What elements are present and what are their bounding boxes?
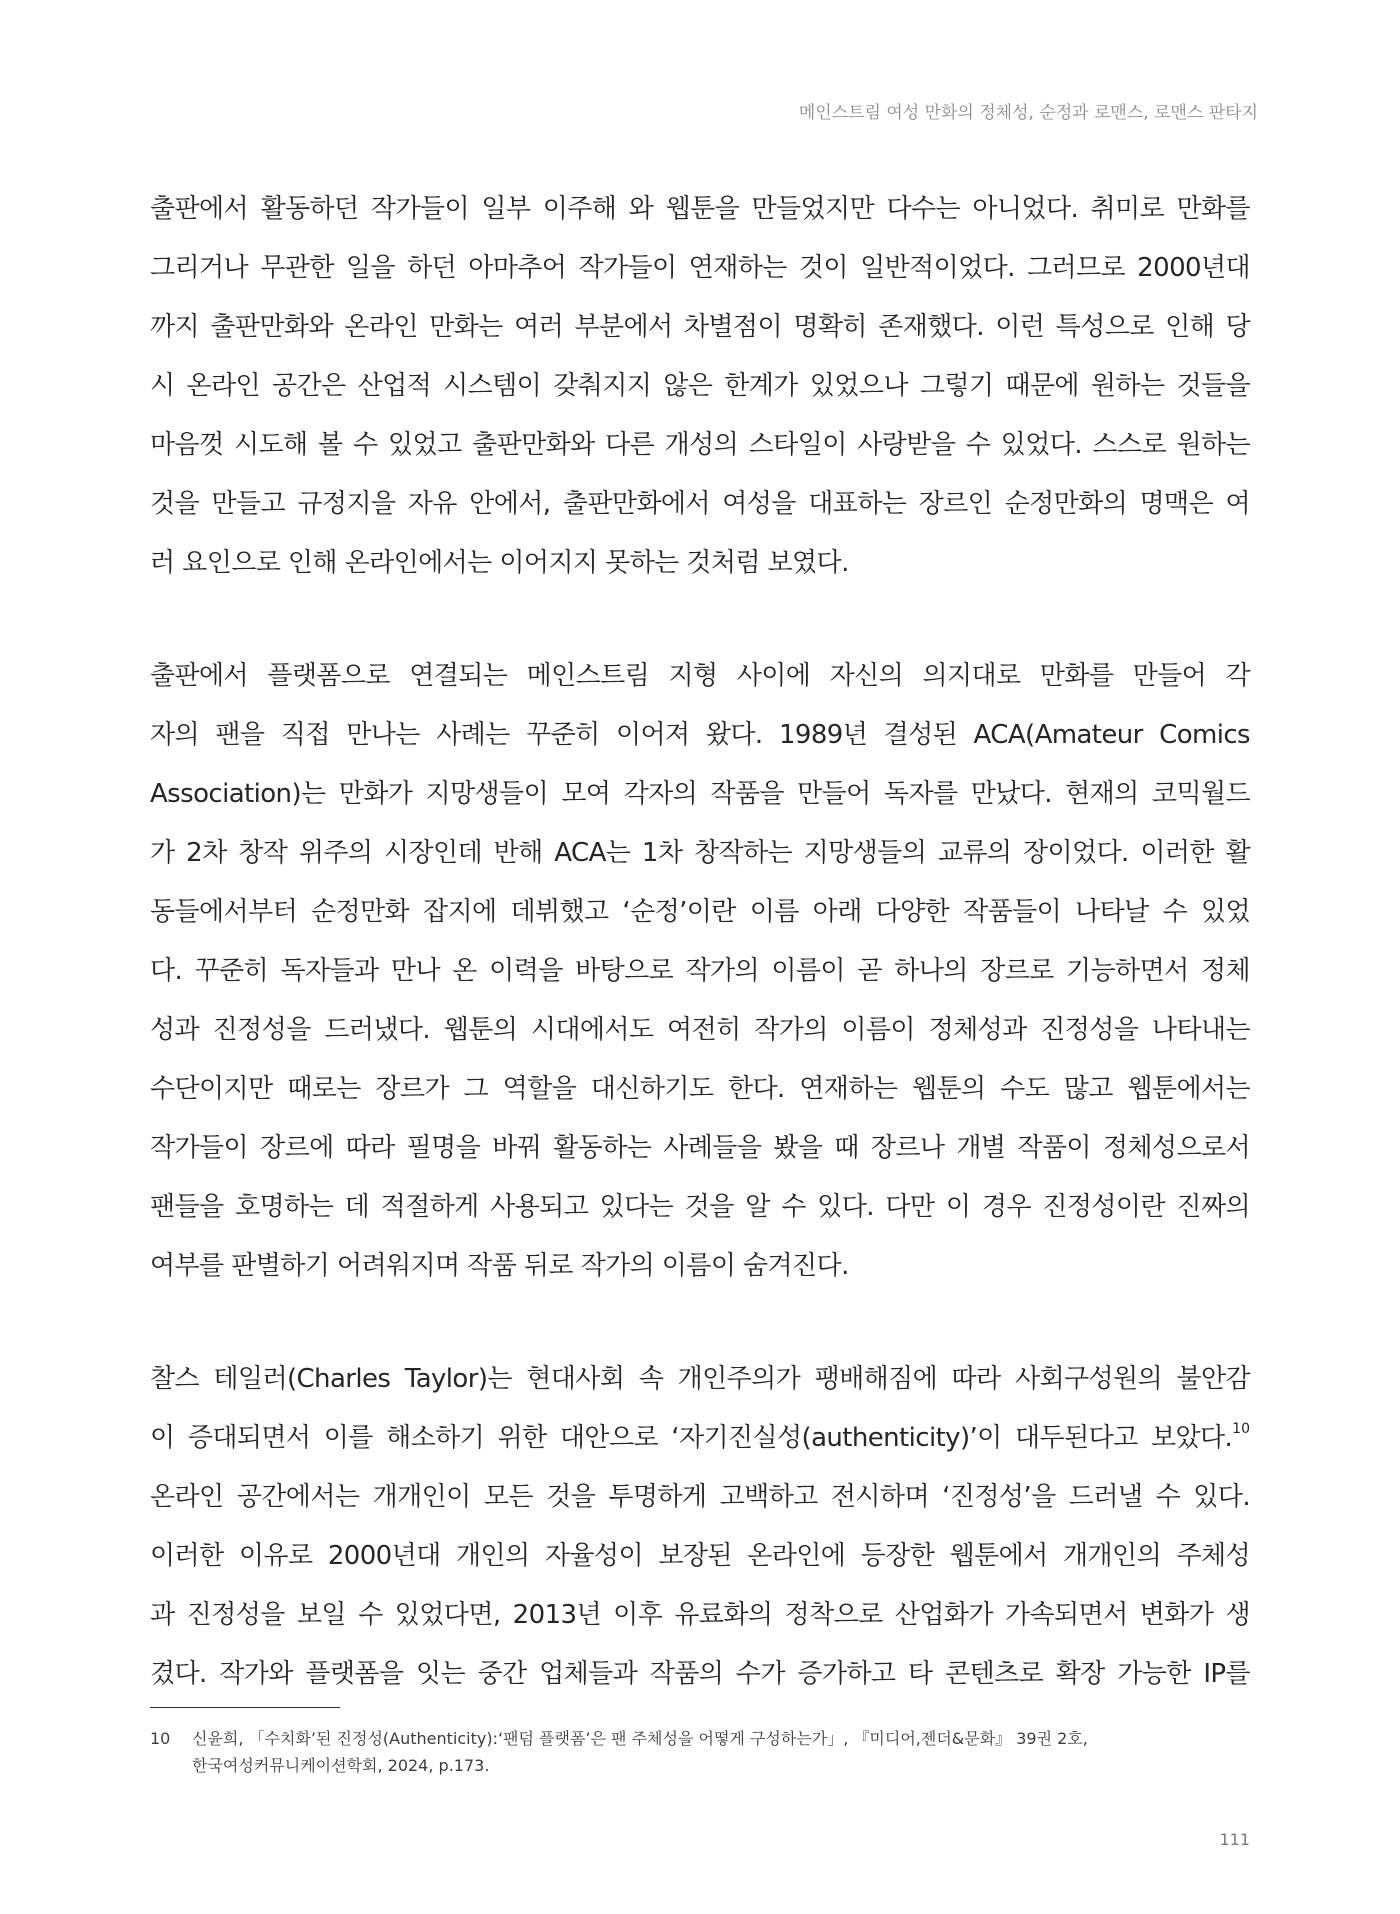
- text-line: 성과 진정성을 드러냈다. 웹툰의 시대에서도 여전히 작가의 이름이 정체성과 진정성을 나타내는: [150, 1015, 1250, 1045]
- text-line: 마음껏 시도해 볼 수 있었고 출판만화와 다른 개성의 스타일이 사랑받을 수 있었다. 스스로 원하는: [150, 430, 1250, 460]
- text-line: 까지 출판만화와 온라인 만화는 여러 부분에서 차별점이 명확히 존재했다. 이런 특성으로 인해 당: [150, 312, 1250, 342]
- footnote-number: 10: [150, 1729, 171, 1748]
- text-line: 작가들이 장르에 따라 필명을 바꿔 활동하는 사례들을 봤을 때 장르나 개별 작품이 정체성으로서: [150, 1133, 1250, 1163]
- text-line: 여부를 판별하기 어려워지며 작품 뒤로 작가의 이름이 숨겨진다.: [150, 1251, 849, 1281]
- text-line: 과 진정성을 보일 수 있었다면, 2013년 이후 유료화의 정착으로 산업화가 가속되면서 변화가 생: [150, 1600, 1250, 1630]
- text-line-with-footnote-ref: [150, 1409, 1250, 1468]
- text-line: 이러한 이유로 2000년대 개인의 자율성이 보장된 온라인에 등장한 웹툰에서 개개인의 주체성: [150, 1541, 1250, 1571]
- text-line: 그리거나 무관한 일을 하던 아마추어 작가들이 연재하는 것이 일반적이었다. 그러므로 2000년대: [150, 253, 1250, 283]
- text-line-content: 이 증대되면서 이를 해소하기 위한 대안으로 ‘자기진실성(authenticity)’이 대두된다고 보았다.: [150, 1423, 1233, 1453]
- text-line: 찰스 테일러(Charles Taylor)는 현대사회 속 개인주의가 팽배해짐에 따라 사회구성원의 불안감: [150, 1364, 1250, 1394]
- text-line: 팬들을 호명하는 데 적절하게 사용되고 있다는 것을 알 수 있다. 다만 이 경우 진정성이란 진짜의: [150, 1192, 1250, 1222]
- paragraph-3: [150, 1350, 1250, 1704]
- paragraph-1: [150, 180, 1250, 593]
- footnote-divider: [150, 1707, 340, 1708]
- text-line: 출판에서 활동하던 작가들이 일부 이주해 와 웹툰을 만들었지만 다수는 아니었다. 취미로 만화를: [150, 194, 1250, 224]
- footnote-reference[interactable]: 10: [1232, 1421, 1250, 1437]
- text-line: 온라인 공간에서는 개개인이 모든 것을 투명하게 고백하고 전시하며 ‘진정성’을 드러낼 수 있다.: [150, 1482, 1250, 1512]
- text-line: 시 온라인 공간은 산업적 시스템이 갖춰지지 않은 한계가 있었으나 그렇기 때문에 원하는 것들을: [150, 371, 1250, 401]
- footnote: [150, 1725, 1250, 1779]
- paragraph-2: [150, 647, 1250, 1296]
- body-text: [150, 180, 1250, 1758]
- page-number: 111: [1219, 1830, 1250, 1849]
- footnote-body: [192, 1725, 1250, 1779]
- text-line: 수단이지만 때로는 장르가 그 역할을 대신하기도 한다. 연재하는 웹툰의 수도 많고 웹툰에서는: [150, 1074, 1250, 1104]
- text-line: 러 요인으로 인해 온라인에서는 이어지지 못하는 것처럼 보였다.: [150, 548, 849, 578]
- text-line: 자의 팬을 직접 만나는 사례는 꾸준히 이어져 왔다. 1989년 결성된 ACA(Amateur Comics: [150, 720, 1250, 750]
- footnote-line: 신윤희, 「수치화’된 진정성(Authenticity):‘팬덤 플랫폼’은 팬 주체성을 어떻게 구성하는가」, 『미디어,젠더&문화』 39권 2호,: [192, 1729, 1088, 1748]
- text-line: 것을 만들고 규정지을 자유 안에서, 출판만화에서 여성을 대표하는 장르인 순정만화의 명맥은 여: [150, 489, 1250, 519]
- text-line: 출판에서 플랫폼으로 연결되는 메인스트림 지형 사이에 자신의 의지대로 만화를 만들어 각: [150, 661, 1250, 691]
- text-line: 겼다. 작가와 플랫폼을 잇는 중간 업체들과 작품의 수가 증가하고 타 콘텐츠로 확장 가능한 IP를: [150, 1659, 1250, 1689]
- text-line: 동들에서부터 순정만화 잡지에 데뷔했고 ‘순정’이란 이름 아래 다양한 작품들이 나타날 수 있었: [150, 897, 1250, 927]
- text-line: 다. 꾸준히 독자들과 만나 온 이력을 바탕으로 작가의 이름이 곧 하나의 장르로 기능하면서 정체: [150, 956, 1250, 986]
- text-line: Association)는 만화가 지망생들이 모여 각자의 작품을 만들어 독자를 만났다. 현재의 코믹월드: [150, 779, 1250, 809]
- running-header: 메인스트림 여성 만화의 정체성, 순정과 로맨스, 로맨스 판타지: [798, 103, 1258, 123]
- footnote-line: 한국여성커뮤니케이션학회, 2024, p.173.: [192, 1756, 490, 1775]
- text-line: 가 2차 창작 위주의 시장인데 반해 ACA는 1차 창작하는 지망생들의 교류의 장이었다. 이러한 활: [150, 838, 1250, 868]
